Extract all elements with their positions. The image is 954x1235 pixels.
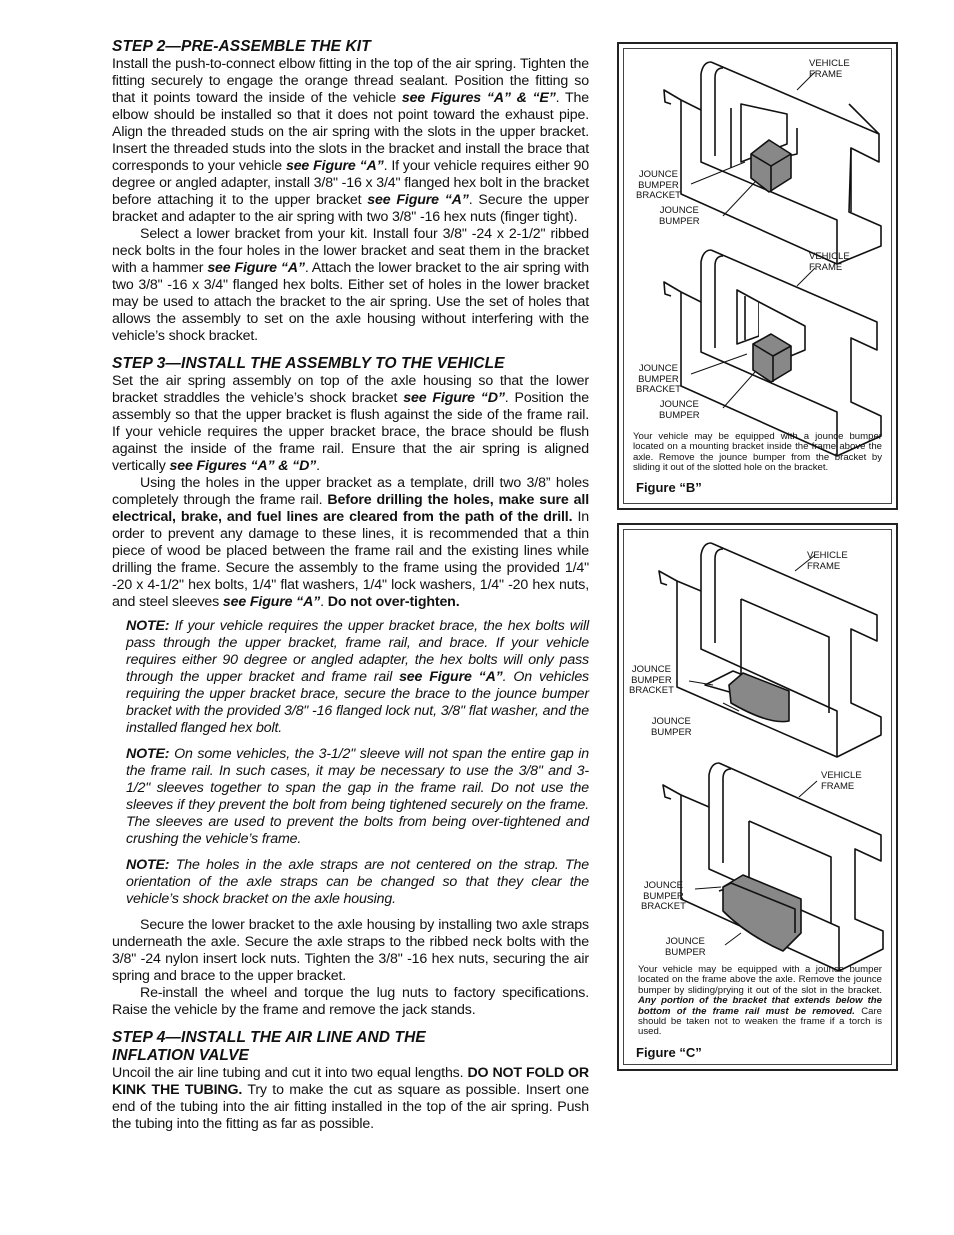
figure-c-label: Figure “C” <box>636 1045 702 1060</box>
step2-heading: STEP 2—PRE-ASSEMBLE THE KIT <box>112 38 371 55</box>
figure-c-top-jounce-bumper-label: JOUNCE BUMPER <box>651 716 692 738</box>
step4-paragraph-1: Uncoil the air line tubing and cut it into two equal lengths. DO NOT FOLD OR KINK THE TUBING. Try to make the cut as square as possible. Insert one end of the tubing into the air fitting installed in the top of the air spring. Push the tubing into the fitting as far as possible. <box>112 1065 589 1132</box>
figure-b <box>617 42 898 510</box>
figure-c-top-jounce-bracket-label: JOUNCE BUMPER BRACKET <box>629 664 674 696</box>
step3-paragraph-2: Using the holes in the upper bracket as a template, drill two 3/8” holes completely through the frame rail. Before drilling the holes, make sure all electrical, brake, and fuel lines are cleared from the path of the drill. In order to prevent any damage to these lines, it is recommended that a thin piece of wood be placed between the frame rail and the existing lines while drilling the frame. Secure the assembly to the frame using the provided 1/4" -20 x 4-1/2" hex bolts, 1/4" flat washers, 1/4" lock washers, 1/4" -20 hex nuts, and steel sleeves see Figure “A”. Do not over-tighten. <box>112 475 589 610</box>
figure-c-bottom-vehicle-frame-label: VEHICLE FRAME <box>821 770 862 792</box>
figure-b-top-jounce-bumper-label: JOUNCE BUMPER <box>659 205 700 227</box>
figure-c-top-vehicle-frame-label: VEHICLE FRAME <box>807 550 848 572</box>
figure-c-bottom-jounce-bracket-label: JOUNCE BUMPER BRACKET <box>641 880 686 912</box>
figure-b-label: Figure “B” <box>636 480 702 495</box>
figure-b-bottom-vehicle-frame-label: VEHICLE FRAME <box>809 251 850 273</box>
figure-c-caption: Your vehicle may be equipped with a jounce bumper located on the frame above the axle. Remove the jounce bumper by sliding/prying it out of the slot in the bracket. Any portion of the bracket that extends below the bottom of the frame rail must be removed. Care should be taken not to weaken the frame if a torch is used. <box>638 964 882 1038</box>
figure-b-top-vehicle-frame-label: VEHICLE FRAME <box>809 58 850 80</box>
note-sleeves: NOTE: On some vehicles, the 3-1/2" sleeve will not span the entire gap in the frame rail. In such cases, it may be necessary to use the 3/8" and 3-1/2" sleeves together to span the gap in the frame rail. Do not use the sleeves if they prevent the bolt from being tightened securely on the frame. The sleeves are used to prevent the bolts from being over-tightened and crushing the vehicle’s frame. <box>126 746 589 847</box>
figure-b-top-jounce-bracket-label: JOUNCE BUMPER BRACKET <box>636 169 681 201</box>
figure-b-caption: Your vehicle may be equipped with a jounce bumper located on a mounting bracket inside the frame above the axle. Remove the jounce bumper from the bracket by sliding it out of the slotted hole on the bracket. <box>633 431 882 474</box>
figure-c-bottom-jounce-bumper-label: JOUNCE BUMPER <box>665 936 706 958</box>
step2-paragraph-2: Select a lower bracket from your kit. Install four 3/8" -24 x 2-1/2" ribbed neck bolts in the four holes in the lower bracket and seat them in the bracket with a hammer see Figure “A”. Attach the lower bracket to the air spring with two 3/8" -16 x 3/4" flanged hex bolts. Either set of holes in the lower bracket may be used to attach the bracket to the air spring. Use the set of holes that allows the assembly to set on the axle housing without interfering with the vehicle’s shock bracket. <box>112 226 589 344</box>
step3-paragraph-1: Set the air spring assembly on top of the axle housing so that the lower bracket straddles the vehicle’s shock bracket see Figure “D”. Position the assembly so that the upper bracket is flush against the side of the frame rail. If your vehicle requires the upper bracket brace, the brace should be flush against the inside of the frame rail. Ensure that the air spring is aligned vertically see Figures “A” & “D”. <box>112 373 589 474</box>
figure-b-bottom-jounce-bracket-label: JOUNCE BUMPER BRACKET <box>636 363 681 395</box>
step4-heading: STEP 4—INSTALL THE AIR LINE AND THE INFLATION VALVE <box>112 1029 426 1064</box>
note-upper-bracket-brace: NOTE: If your vehicle requires the upper bracket brace, the hex bolts will pass through the upper bracket, frame rail, and brace. If your vehicle requires either 90 degree or angled adapter, the hex bolts will only pass through the upper bracket and frame rail see Figure “A”. On vehicles requiring the upper bracket brace, secure the brace to the jounce bumper bracket with the provided 3/8" -16 flanged lock nut, 3/8" flat washer, and the installed flanged hex bolt. <box>126 618 589 736</box>
note-axle-straps: NOTE: The holes in the axle straps are not centered on the strap. The orientation of the axle straps can be changed so that they clear the vehicle’s shock bracket on the axle housing. <box>126 857 589 907</box>
figure-b-bottom-jounce-bumper-label: JOUNCE BUMPER <box>659 399 700 421</box>
step2-paragraph-1: Install the push-to-connect elbow fitting in the top of the air spring. Tighten the fitting securely to engage the orange thread sealant. Position the fitting so that it points toward the inside of the vehicle see Figures “A” & “E”. The elbow should be installed so that it does not point toward the exhaust pipe. Align the threaded studs on the air spring with the slots in the upper bracket. Insert the threaded studs into the slots in the bracket and install the brace that corresponds to your vehicle see Figure “A”. If your vehicle requires either 90 degree or angled adapter, install 3/8" -16 x 3/4" flanged hex bolt in the bracket before attaching it to the upper bracket see Figure “A”. Secure the upper bracket and adapter to the air spring with two 3/8" -16 hex nuts (finger tight). <box>112 56 589 225</box>
figure-c <box>617 523 898 1071</box>
step3-paragraph-3: Secure the lower bracket to the axle housing by installing two axle straps underneath the axle. Secure the axle straps to the ribbed neck bolts with the 3/8" -24 nylon insert lock nuts. Tighten the 3/8" -16 hex nuts, securing the air spring and brace to the upper bracket. <box>112 917 589 984</box>
instruction-column <box>112 38 589 1133</box>
step3-paragraph-4: Re-install the wheel and torque the lug nuts to factory specifications. Raise the vehicle by the frame and remove the jack stands. <box>112 985 589 1018</box>
step3-heading: STEP 3—INSTALL THE ASSEMBLY TO THE VEHICLE <box>112 355 505 372</box>
